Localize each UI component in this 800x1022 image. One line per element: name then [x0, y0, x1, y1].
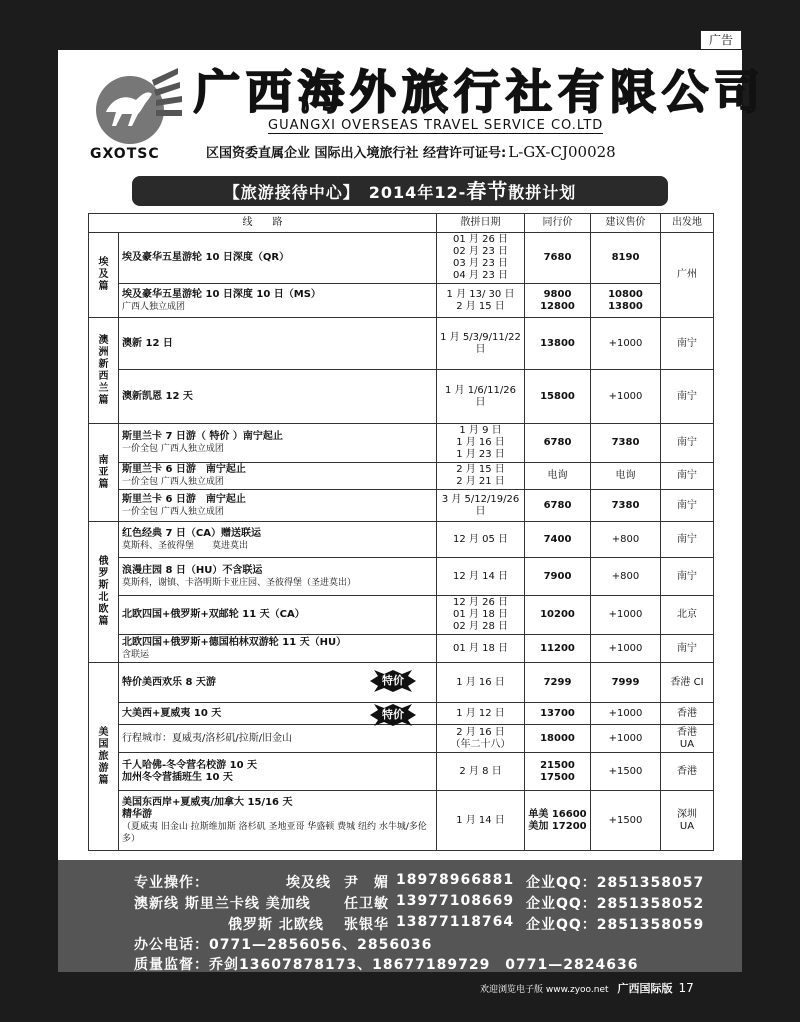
license-number: L-GX-CJ00028 [508, 143, 616, 161]
table-row: 千人哈佛-冬令营名校游 10 天 加州冬令营插班生 10 天 2 月 8 日 21500 17500 +1500 香港 [89, 753, 714, 791]
page-number: 17 [678, 981, 694, 995]
contact-footer: 专业操作： 埃及线 尹 媚 18978966881 企业QQ：2851358057 澳新线 斯里兰卡线 美加线 任卫敏 13977108669 企业QQ：2851358052 俄罗斯 北欧线 张银华 13877118764 企业QQ：2851358059 办公电话：0771—2856056、2856036 质量监督：乔剑13607878173、18677189729 0771—2824636 [58, 860, 742, 972]
special-badge: 特价 [370, 670, 416, 692]
table-row: 北欧四国+俄罗斯+德国柏林双游轮 11 天（HU） 含联运 01 月 18 日 11200 +1000 南宁 [89, 635, 714, 663]
table-row: 南亚篇 斯里兰卡 7 日游（ 特价 ）南宁起止 一价全包 广西人独立成团 1 月 9 日 1 月 16 日 1 月 23 日 6780 7380 南宁 [89, 424, 714, 463]
table-row: 俄罗斯北欧篇 红色经典 7 日（CA）赠送联运 莫斯科、圣彼得堡 莫进莫出 12 月 05 日 7400 +800 南宁 [89, 522, 714, 558]
page-footer: 欢迎浏览电子版 www.zyoo.net 广西国际版 17 [480, 981, 694, 995]
table-row: 澳新凯恩 12 天 1 月 1/6/11/26 日 15800 +1000 南宁 [89, 370, 714, 424]
company-name: 广西海外旅行社有限公司 [194, 65, 766, 119]
logo-text: GXOTSC [90, 146, 160, 162]
special-badge: 特价 [370, 704, 416, 726]
company-english-name: GUANGXI OVERSEAS TRAVEL SERVICE CO.LTD [268, 118, 604, 133]
company-logo [92, 60, 182, 155]
table-row: 美国东西岸+夏威夷/加拿大 15/16 天 精华游 （夏威夷 旧金山 拉斯维加斯 洛杉矶 圣地亚哥 华盛顿 费城 纽约 水牛城/多伦多） 1 月 14 日 单美 16600 美加 17200 +1500 深圳 UA [89, 791, 714, 851]
ad-page [58, 50, 766, 970]
table-header-row: 线 路 散拼日期 同行价 建议售价 出发地 [89, 214, 714, 233]
table-row: 浪漫庄园 8 日（HU）不含联运 莫斯科，谢镇、卡洛明斯卡亚庄园、圣彼得堡（圣进莫出） 12 月 14 日 7900 +800 南宁 [89, 558, 714, 596]
table-row: 北欧四国+俄罗斯+双邮轮 11 天（CA） 12 月 26 日 01 月 18 日 02 月 28 日 10200 +1000 北京 [89, 596, 714, 635]
table-row: 埃及篇 埃及豪华五星游轮 10 日深度（QR） 01 月 26 日 02 月 23 日 03 月 23 日 04 月 23 日 7680 8190 广州 [89, 233, 714, 284]
table-row: 行程城市：夏威夷/洛杉矶/拉斯/旧金山 2 月 16 日 （年二十八） 18000 +1000 香港 UA [89, 725, 714, 753]
table-row: 澳洲新西兰篇 澳新 12 日 1 月 5/3/9/11/22 日 13800 +1000 南宁 [89, 318, 714, 370]
ops-label: 专业操作： [134, 875, 209, 891]
office-phone: 办公电话：0771—2856056、2856036 [134, 937, 433, 953]
ad-tag: 广告 [700, 30, 742, 50]
company-subline: 区国资委直属企业 国际出入境旅行社 经营许可证号: L-GX-CJ00028 [206, 143, 616, 161]
horse-logo-icon [92, 60, 182, 150]
table-row: 大美西+夏威夷 10 天 1 月 12 日 13700 +1000 香港 [89, 703, 714, 725]
table-row: 斯里兰卡 6 日游 南宁起止 一价全包 广西人独立成团 2 月 15 日 2 月 21 日 电询 电询 南宁 [89, 463, 714, 490]
plan-banner: 【旅游接待中心】 2014年12-春节散拼计划 [132, 176, 668, 206]
quality-supervision: 质量监督：乔剑13607878173、18677189729 0771—2824636 [134, 957, 639, 973]
table-row: 斯里兰卡 6 日游 南宁起止 一价全包 广西人独立成团 3 月 5/12/19/26 日 6780 7380 南宁 [89, 490, 714, 522]
table-row: 埃及豪华五星游轮 10 日深度 10 日（MS） 广西人独立成团 1 月 13/ 30 日 2 月 15 日 9800 12800 10800 13800 [89, 284, 714, 318]
table-row: 美国旅游篇 特价美西欢乐 8 天游 1 月 16 日 7299 7999 香港 CI [89, 663, 714, 703]
tour-table [88, 213, 714, 851]
